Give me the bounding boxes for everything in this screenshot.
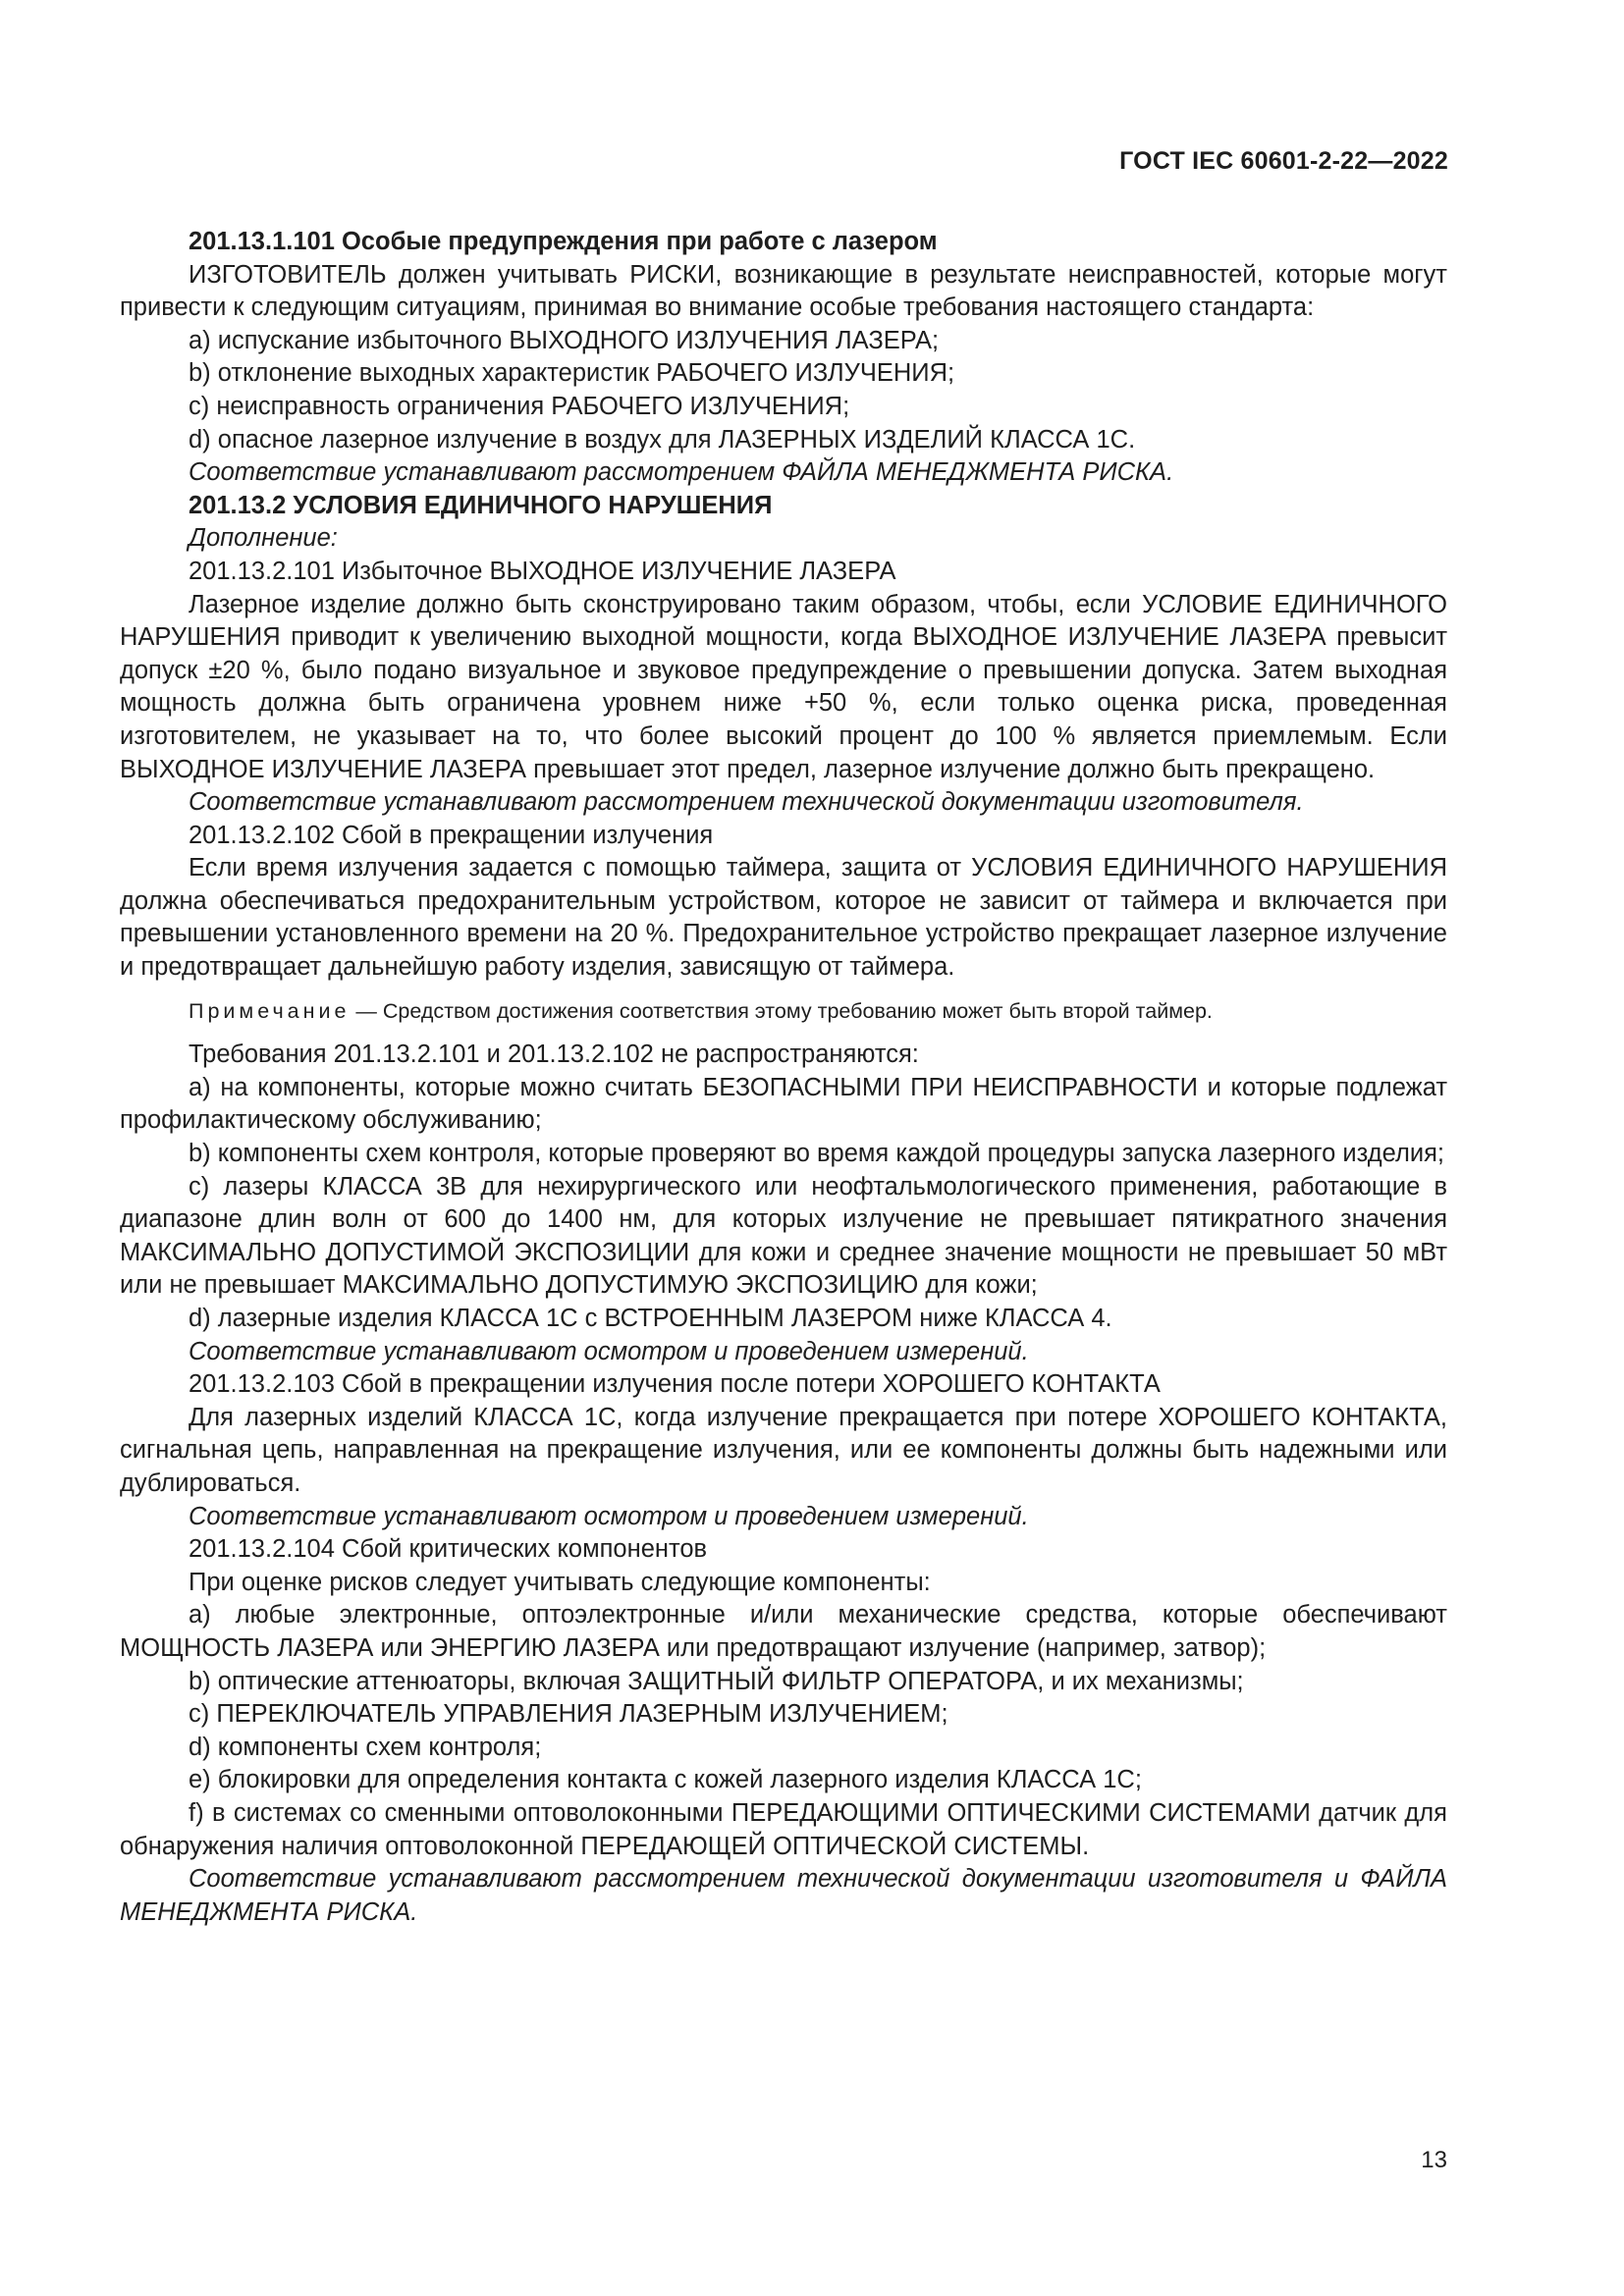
page-number: 13 [1421,2147,1447,2173]
note-text: — Средством достижения соответствия этому требованию может быть второй таймер. [350,998,1213,1023]
list-item-e-interlocks: e) блокировки для определения контакта с кожей лазерного изделия КЛАССА 1С; [189,1766,1142,1794]
list-item-b-control-circuits: b) компоненты схем контроля, которые проверяют во время каждой процедуры запуска лазерного изделия; [189,1140,1445,1168]
compliance-statement: Соответствие устанавливают осмотром и проведением измерений. [189,1337,1029,1365]
list-item-c-limit-failure: c) неисправность ограничения РАБОЧЕГО ИЗЛУЧЕНИЯ; [189,392,850,420]
section-heading-201-13-1-101: 201.13.1.101 Особые предупреждения при работе с лазером [189,228,938,255]
list-item-f-fiber-sensor: f) в системах со сменными оптоволоконными ПЕРЕДАЮЩИМИ ОПТИЧЕСКИМИ СИСТЕМАМИ датчик для обнаружения наличия оптоволоконной ПЕРЕДАЮЩЕЙ ОПТИЧЕСКОЙ СИСТЕМЫ. [120,1798,1447,1860]
list-item-c-switch: c) ПЕРЕКЛЮЧАТЕЛЬ УПРАВЛЕНИЯ ЛАЗЕРНЫМ ИЗЛУЧЕНИЕМ; [189,1700,948,1729]
list-item-d-class-1c: d) лазерные изделия КЛАССА 1С с ВСТРОЕННЫМ ЛАЗЕРОМ ниже КЛАССА 4. [189,1305,1112,1332]
subsection-heading-201-13-2-102: 201.13.2.102 Сбой в прекращении излучения [189,821,714,849]
addition-label: Дополнение: [189,524,338,553]
list-item-d-control-components: d) компоненты схем контроля; [189,1733,542,1761]
compliance-statement: Соответствие устанавливают осмотром и проведением измерений. [189,1502,1029,1530]
compliance-statement: Соответствие устанавливают рассмотрением технической документации изготовителя. [189,788,1304,817]
list-item-d-airborne-radiation: d) опасное лазерное излучение в воздух для ЛАЗЕРНЫХ ИЗДЕЛИЙ КЛАССА 1С. [189,425,1136,454]
paragraph-timer-failure: Если время излучения задается с помощью таймера, защита от УСЛОВИЯ ЕДИНИЧНОГО НАРУШЕНИЯ должна обеспечиваться предохранительным устройством, которое не зависит от таймера и включается при превышении установленного времени на 20 %. Предохранительное устройство прекращает лазерное излучение и предотвращает дальнейшую работу изделия, зависящую от таймера. [120,854,1447,982]
compliance-statement: Соответствие устанавливают рассмотрением технической документации изготовителя и ФАЙЛА МЕНЕДЖМЕНТА РИСКА. [120,1865,1447,1926]
paragraph-risk-assessment: При оценке рисков следует учитывать следующие компоненты: [189,1568,931,1596]
list-item-a-excess-radiation: a) испускание избыточного ВЫХОДНОГО ИЗЛУЧЕНИЯ ЛАЗЕРА; [189,326,940,354]
paragraph-manufacturer-risks: ИЗГОТОВИТЕЛЬ должен учитывать РИСКИ, возникающие в результате неисправностей, которые могут привести к следующим ситуациям, принимая во внимание особые требования настоящего стандарта: [120,260,1447,322]
section-heading-201-13-2: 201.13.2 УСЛОВИЯ ЕДИНИЧНОГО НАРУШЕНИЯ [189,491,773,519]
document-body [120,226,1447,1929]
note [120,995,1447,1029]
list-item-b-output-deviation: b) отклонение выходных характеристик РАБОЧЕГО ИЗЛУЧЕНИЯ; [189,359,955,388]
list-item-b-attenuators: b) оптические аттенюаторы, включая ЗАЩИТНЫЙ ФИЛЬТР ОПЕРАТОРА, и их механизмы; [189,1667,1244,1695]
document-code-header: ГОСТ IEC 60601-2-22—2022 [1119,147,1448,175]
subsection-heading-201-13-2-101: 201.13.2.101 Избыточное ВЫХОДНОЕ ИЗЛУЧЕНИЕ ЛАЗЕРА [189,557,896,585]
paragraph-good-contact: Для лазерных изделий КЛАССА 1С, когда излучение прекращается при потере ХОРОШЕГО КОНТАКТА, сигнальная цепь, направленная на прекращение излучения, или ее компоненты должны быть надежными или дублироваться. [120,1403,1447,1497]
paragraph-requirements-exclusions: Требования 201.13.2.101 и 201.13.2.102 не распространяются: [189,1041,919,1069]
compliance-statement: Соответствие устанавливают рассмотрением ФАЙЛА МЕНЕДЖМЕНТА РИСКА. [189,458,1174,487]
note-label: Примечание [189,998,351,1023]
list-item-a-fail-safe: a) на компоненты, которые можно считать БЕЗОПАСНЫМИ ПРИ НЕИСПРАВНОСТИ и которые подлежат профилактическому обслуживанию; [120,1073,1447,1135]
subsection-heading-201-13-2-103: 201.13.2.103 Сбой в прекращении излучения после потери ХОРОШЕГО КОНТАКТА [189,1370,1161,1399]
subsection-heading-201-13-2-104: 201.13.2.104 Сбой критических компонентов [189,1535,708,1564]
list-item-a-electronic-means: a) любые электронные, оптоэлектронные и/или механические средства, которые обеспечивают МОЩНОСТЬ ЛАЗЕРА или ЭНЕРГИЮ ЛАЗЕРА или предотвращают излучение (например, затвор); [120,1601,1447,1662]
paragraph-excess-output: Лазерное изделие должно быть сконструировано таким образом, чтобы, если УСЛОВИЕ ЕДИНИЧНОГО НАРУШЕНИЯ приводит к увеличению выходной мощности, когда ВЫХОДНОЕ ИЗЛУЧЕНИЕ ЛАЗЕРА превысит допуск ±20 %, было подано визуальное и звуковое предупреждение о превышении допуска. Затем выходная мощность должна быть ограничена уровнем ниже +50 %, если только оценка риска, проведенная изготовителем, не указывает на то, что более высокий процент до 100 % является приемлемым. Если ВЫХОДНОЕ ИЗЛУЧЕНИЕ ЛАЗЕРА превышает этот предел, лазерное излучение должно быть прекращено. [120,590,1447,783]
list-item-c-class-3b: c) лазеры КЛАССА 3В для нехирургического или неофтальмологического применения, работающие в диапазоне длин волн от 600 до 1400 нм, для которых излучение не превышает пятикратного значения МАКСИМАЛЬНО ДОПУСТИМОЙ ЭКСПОЗИЦИИ для кожи и среднее значение мощности не превышает 50 мВт или не превышает МАКСИМАЛЬНО ДОПУСТИМУЮ ЭКСПОЗИЦИЮ для кожи; [120,1172,1447,1300]
